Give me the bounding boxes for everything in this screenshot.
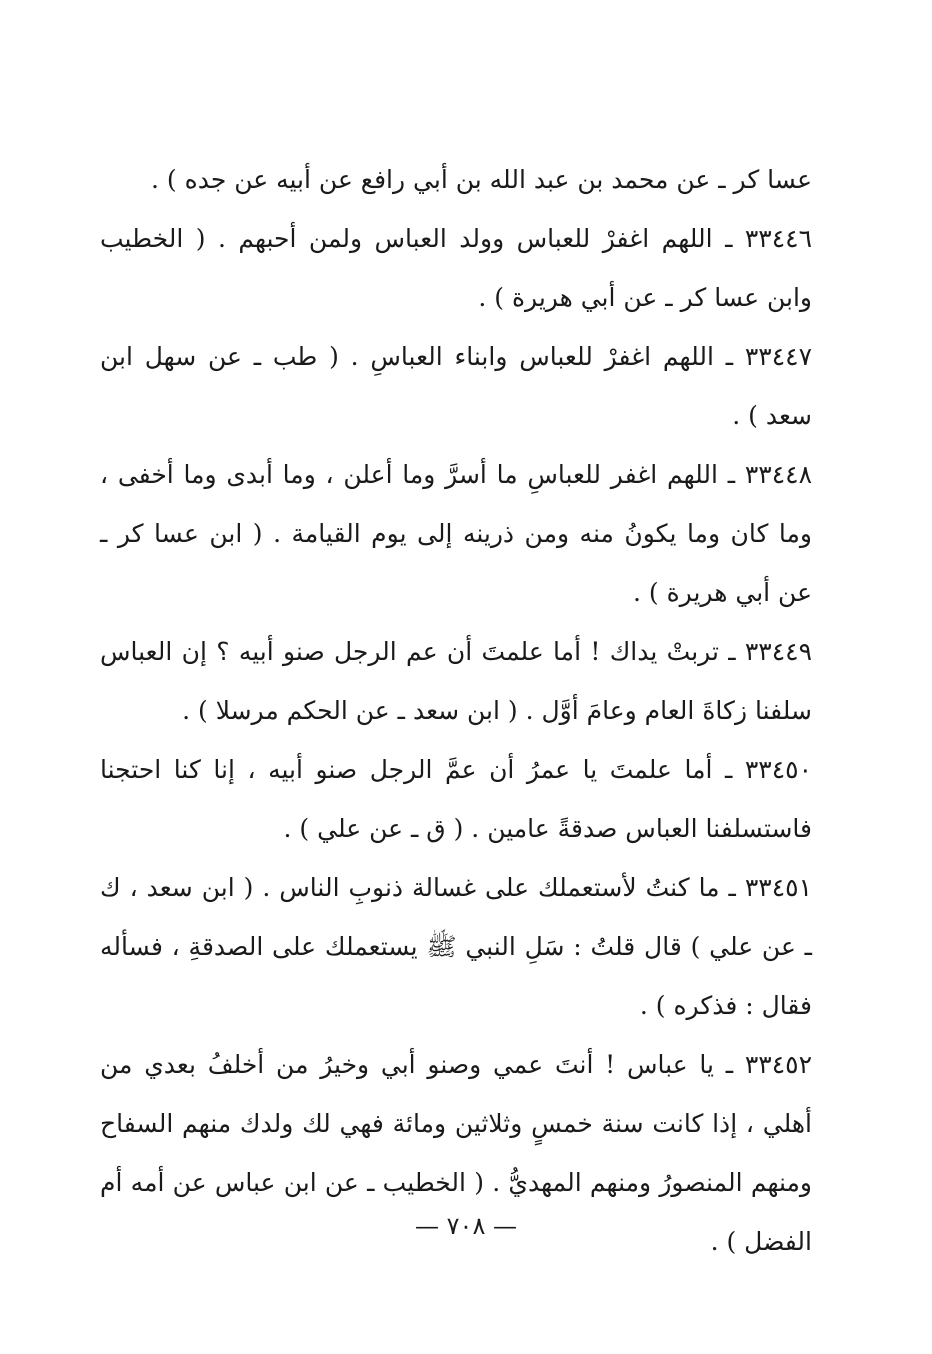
hadith-33452: ٣٣٤٥٢ ـ يا عباس ! أنتَ عمي وصنو أبي وخيرُ من أخلفُ بعدي من أهلي ، إذا كانت سنة خمسٍ وثلاثين ومائة فهي لك ولدك منهم السفاح ومنهم المنصورُ ومنهم المهديُّ . ( الخطيب ـ عن ابن عباس عن أمه أم الفضل ) .	[100, 1050, 812, 1256]
hadith-33449: ٣٣٤٤٩ ـ تربتْ يداك ! أما علمتَ أن عم الرجل صنو أبيه ؟ إن العباس سلفنا زكاةَ العام وعامَ أوَّل . ( ابن سعد ـ عن الحكم مرسلا ) .	[100, 637, 812, 725]
page-number: — ٧٠٨ —	[415, 1212, 517, 1240]
paragraph-continuation: عسا كر ـ عن محمد بن عبد الله بن أبي رافع عن أبيه عن جده ) .	[151, 165, 812, 194]
hadith-33447: ٣٣٤٤٧ ـ اللهم اغفرْ للعباس وابناء العباسِ . ( طب ـ عن سهل ابن سعد ) .	[100, 342, 812, 430]
hadith-33446: ٣٣٤٤٦ ـ اللهم اغفرْ للعباس وولد العباس ولمن أحبهم . ( الخطيب وابن عسا كر ـ عن أبي هريرة ) .	[100, 224, 812, 312]
hadith-33448: ٣٣٤٤٨ ـ اللهم اغفر للعباسِ ما أسرَّ وما أعلن ، وما أبدى وما أخفى ، وما كان وما يكونُ منه ومن ذرينه إلى يوم القيامة . ( ابن عسا كر ـ عن أبي هريرة ) .	[100, 460, 812, 607]
hadith-33451: ٣٣٤٥١ ـ ما كنتُ لأستعملك على غسالة ذنوبِ الناس . ( ابن سعد ، ك ـ عن علي ) قال قلتُ : سَلِ النبي ﷺ يستعملك على الصدقةِ ، فسأله فقال : فذكره ) .	[100, 873, 812, 1020]
hadith-33450: ٣٣٤٥٠ ـ أما علمتَ يا عمرُ أن عمَّ الرجل صنو أبيه ، إنا كنا احتجنا فاستسلفنا العباس صدقةً عامين . ( ق ـ عن علي ) .	[100, 755, 812, 843]
hadith-text-block	[100, 150, 812, 1271]
